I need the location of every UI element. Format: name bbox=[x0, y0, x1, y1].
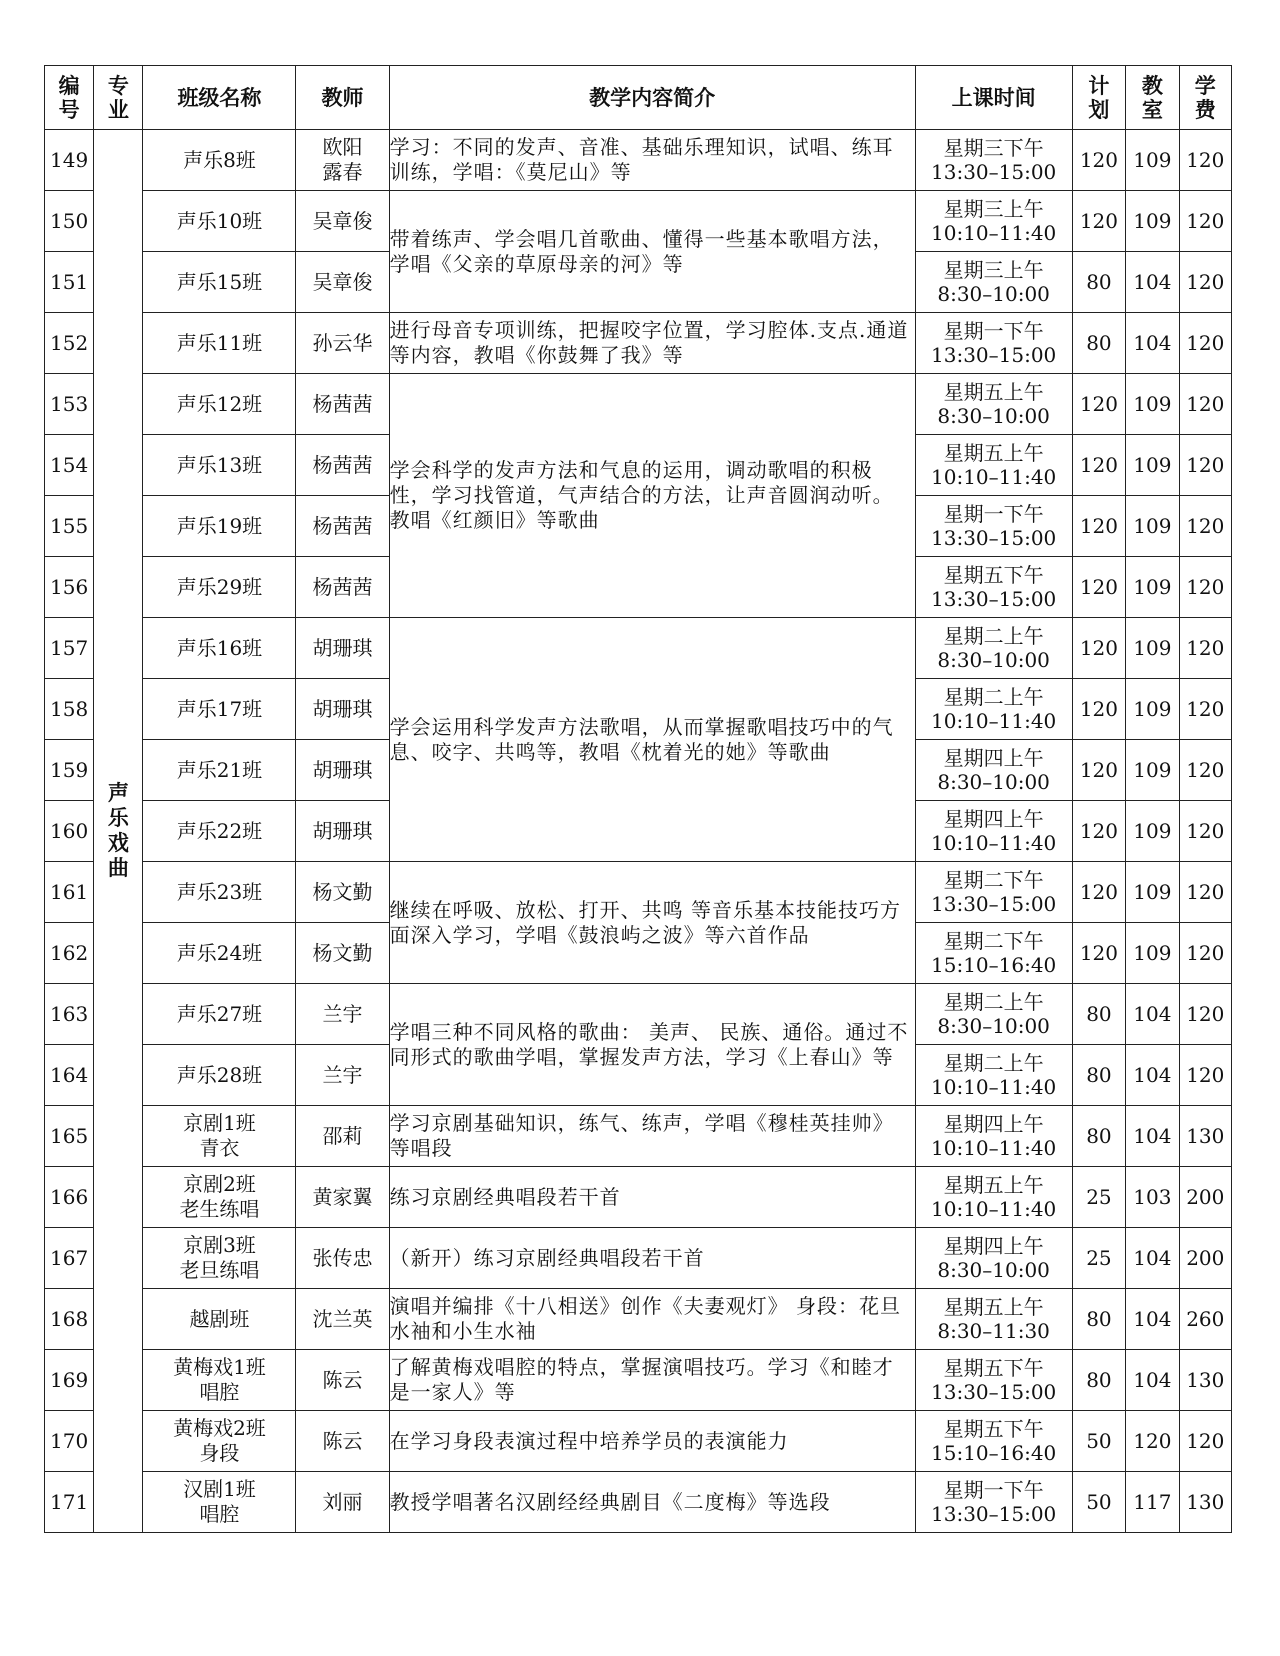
content-description: 教授学唱著名汉剧经经典剧目《二度梅》等选段 bbox=[389, 1472, 915, 1533]
header-row bbox=[45, 66, 1232, 130]
room-number: 104 bbox=[1126, 1228, 1179, 1289]
row-number: 153 bbox=[45, 374, 94, 435]
tuition-fee: 120 bbox=[1179, 130, 1231, 191]
plan-count: 80 bbox=[1072, 1045, 1125, 1106]
row-number: 166 bbox=[45, 1167, 94, 1228]
room-number: 120 bbox=[1126, 1411, 1179, 1472]
class-time: 星期五下午 13:30–15:00 bbox=[915, 1350, 1072, 1411]
row-number: 165 bbox=[45, 1106, 94, 1167]
class-name: 声乐21班 bbox=[143, 740, 296, 801]
room-number: 109 bbox=[1126, 679, 1179, 740]
plan-count: 80 bbox=[1072, 1106, 1125, 1167]
teacher-name: 胡珊琪 bbox=[296, 679, 389, 740]
table-row bbox=[45, 1228, 1232, 1289]
tuition-fee: 120 bbox=[1179, 740, 1231, 801]
class-name: 京剧2班 老生练唱 bbox=[143, 1167, 296, 1228]
plan-count: 80 bbox=[1072, 313, 1125, 374]
class-time: 星期四上午 10:10–11:40 bbox=[915, 801, 1072, 862]
content-description: 继续在呼吸、放松、打开、共鸣 等音乐基本技能技巧方面深入学习，学唱《鼓浪屿之波》等六首作品 bbox=[389, 862, 915, 984]
major-cell bbox=[94, 130, 143, 1533]
teacher-name: 杨文勤 bbox=[296, 862, 389, 923]
tuition-fee: 120 bbox=[1179, 618, 1231, 679]
teacher-name: 胡珊琪 bbox=[296, 801, 389, 862]
plan-count: 50 bbox=[1072, 1411, 1125, 1472]
table-row bbox=[45, 1350, 1232, 1411]
class-name: 声乐23班 bbox=[143, 862, 296, 923]
content-description: 演唱并编排《十八相送》创作《夫妻观灯》 身段：花旦水袖和小生水袖 bbox=[389, 1289, 915, 1350]
room-number: 104 bbox=[1126, 1350, 1179, 1411]
teacher-name: 黄家翼 bbox=[296, 1167, 389, 1228]
tuition-fee: 120 bbox=[1179, 496, 1231, 557]
room-number: 109 bbox=[1126, 557, 1179, 618]
tuition-fee: 120 bbox=[1179, 313, 1231, 374]
teacher-name: 欧阳露春 bbox=[296, 130, 389, 191]
room-number: 109 bbox=[1126, 618, 1179, 679]
class-time: 星期一下午 13:30–15:00 bbox=[915, 1472, 1072, 1533]
class-time: 星期二上午 10:10–11:40 bbox=[915, 1045, 1072, 1106]
row-number: 170 bbox=[45, 1411, 94, 1472]
content-description: 学会运用科学发声方法歌唱，从而掌握歌唱技巧中的气息、咬字、共鸣等，教唱《枕着光的她》等歌曲 bbox=[389, 618, 915, 862]
class-name: 声乐28班 bbox=[143, 1045, 296, 1106]
tuition-fee: 120 bbox=[1179, 191, 1231, 252]
teacher-name: 刘丽 bbox=[296, 1472, 389, 1533]
content-description: 了解黄梅戏唱腔的特点，掌握演唱技巧。学习《和睦才是一家人》等 bbox=[389, 1350, 915, 1411]
room-number: 109 bbox=[1126, 435, 1179, 496]
plan-count: 120 bbox=[1072, 130, 1125, 191]
class-time: 星期五下午 15:10–16:40 bbox=[915, 1411, 1072, 1472]
class-name: 声乐16班 bbox=[143, 618, 296, 679]
teacher-name: 杨茜茜 bbox=[296, 557, 389, 618]
class-name: 声乐13班 bbox=[143, 435, 296, 496]
room-number: 104 bbox=[1126, 984, 1179, 1045]
row-number: 161 bbox=[45, 862, 94, 923]
table-row bbox=[45, 862, 1232, 923]
tuition-fee: 120 bbox=[1179, 1045, 1231, 1106]
teacher-name: 杨茜茜 bbox=[296, 374, 389, 435]
class-name: 声乐8班 bbox=[143, 130, 296, 191]
plan-count: 25 bbox=[1072, 1167, 1125, 1228]
teacher-name: 胡珊琪 bbox=[296, 740, 389, 801]
header-no: 编号 bbox=[45, 66, 94, 130]
class-time: 星期一下午 13:30–15:00 bbox=[915, 313, 1072, 374]
row-number: 149 bbox=[45, 130, 94, 191]
class-time: 星期一下午 13:30–15:00 bbox=[915, 496, 1072, 557]
tuition-fee: 120 bbox=[1179, 801, 1231, 862]
tuition-fee: 130 bbox=[1179, 1106, 1231, 1167]
content-description: （新开）练习京剧经典唱段若干首 bbox=[389, 1228, 915, 1289]
content-description: 学会科学的发声方法和气息的运用，调动歌唱的积极性，学习找管道，气声结合的方法，让声音圆润动听。教唱《红颜旧》等歌曲 bbox=[389, 374, 915, 618]
table-row bbox=[45, 313, 1232, 374]
teacher-name: 沈兰英 bbox=[296, 1289, 389, 1350]
class-time: 星期五下午 13:30–15:00 bbox=[915, 557, 1072, 618]
class-name: 声乐29班 bbox=[143, 557, 296, 618]
table-row bbox=[45, 191, 1232, 252]
room-number: 109 bbox=[1126, 801, 1179, 862]
teacher-name: 张传忠 bbox=[296, 1228, 389, 1289]
class-time: 星期四上午 8:30–10:00 bbox=[915, 740, 1072, 801]
content-description: 练习京剧经典唱段若干首 bbox=[389, 1167, 915, 1228]
teacher-name: 陈云 bbox=[296, 1350, 389, 1411]
teacher-name: 杨茜茜 bbox=[296, 435, 389, 496]
row-number: 160 bbox=[45, 801, 94, 862]
header-fee: 学费 bbox=[1179, 66, 1231, 130]
room-number: 109 bbox=[1126, 740, 1179, 801]
class-name: 黄梅戏1班 唱腔 bbox=[143, 1350, 296, 1411]
plan-count: 80 bbox=[1072, 984, 1125, 1045]
class-name: 声乐10班 bbox=[143, 191, 296, 252]
table-row bbox=[45, 1289, 1232, 1350]
class-time: 星期三下午 13:30–15:00 bbox=[915, 130, 1072, 191]
tuition-fee: 120 bbox=[1179, 1411, 1231, 1472]
class-name: 京剧3班 老旦练唱 bbox=[143, 1228, 296, 1289]
header-teacher: 教师 bbox=[296, 66, 389, 130]
tuition-fee: 120 bbox=[1179, 374, 1231, 435]
tuition-fee: 120 bbox=[1179, 984, 1231, 1045]
row-number: 168 bbox=[45, 1289, 94, 1350]
plan-count: 80 bbox=[1072, 1350, 1125, 1411]
tuition-fee: 120 bbox=[1179, 679, 1231, 740]
content-description: 在学习身段表演过程中培养学员的表演能力 bbox=[389, 1411, 915, 1472]
header-content: 教学内容简介 bbox=[389, 66, 915, 130]
row-number: 159 bbox=[45, 740, 94, 801]
plan-count: 120 bbox=[1072, 862, 1125, 923]
plan-count: 80 bbox=[1072, 1289, 1125, 1350]
table-row bbox=[45, 1106, 1232, 1167]
class-time: 星期五上午 8:30–11:30 bbox=[915, 1289, 1072, 1350]
plan-count: 120 bbox=[1072, 801, 1125, 862]
teacher-name: 兰宇 bbox=[296, 984, 389, 1045]
table-row bbox=[45, 130, 1232, 191]
room-number: 104 bbox=[1126, 1106, 1179, 1167]
table-row bbox=[45, 618, 1232, 679]
plan-count: 120 bbox=[1072, 557, 1125, 618]
content-description: 学习京剧基础知识，练气、练声，学唱《穆桂英挂帅》等唱段 bbox=[389, 1106, 915, 1167]
room-number: 109 bbox=[1126, 923, 1179, 984]
header-class-name: 班级名称 bbox=[143, 66, 296, 130]
plan-count: 120 bbox=[1072, 923, 1125, 984]
major-label: 声乐戏曲 bbox=[107, 781, 129, 880]
class-name: 声乐17班 bbox=[143, 679, 296, 740]
row-number: 150 bbox=[45, 191, 94, 252]
room-number: 109 bbox=[1126, 374, 1179, 435]
plan-count: 120 bbox=[1072, 496, 1125, 557]
class-time: 星期二上午 8:30–10:00 bbox=[915, 618, 1072, 679]
content-description: 带着练声、学会唱几首歌曲、懂得一些基本歌唱方法，学唱《父亲的草原母亲的河》等 bbox=[389, 191, 915, 313]
class-name: 越剧班 bbox=[143, 1289, 296, 1350]
room-number: 103 bbox=[1126, 1167, 1179, 1228]
teacher-name: 胡珊琪 bbox=[296, 618, 389, 679]
header-plan: 计划 bbox=[1072, 66, 1125, 130]
room-number: 104 bbox=[1126, 1289, 1179, 1350]
tuition-fee: 130 bbox=[1179, 1350, 1231, 1411]
row-number: 162 bbox=[45, 923, 94, 984]
tuition-fee: 130 bbox=[1179, 1472, 1231, 1533]
class-time: 星期三上午 10:10–11:40 bbox=[915, 191, 1072, 252]
tuition-fee: 120 bbox=[1179, 252, 1231, 313]
room-number: 104 bbox=[1126, 1045, 1179, 1106]
class-time: 星期四上午 8:30–10:00 bbox=[915, 1228, 1072, 1289]
tuition-fee: 200 bbox=[1179, 1228, 1231, 1289]
class-name: 声乐19班 bbox=[143, 496, 296, 557]
tuition-fee: 200 bbox=[1179, 1167, 1231, 1228]
class-time: 星期四上午 10:10–11:40 bbox=[915, 1106, 1072, 1167]
plan-count: 50 bbox=[1072, 1472, 1125, 1533]
class-name: 声乐11班 bbox=[143, 313, 296, 374]
teacher-name: 杨文勤 bbox=[296, 923, 389, 984]
class-time: 星期五上午 10:10–11:40 bbox=[915, 435, 1072, 496]
room-number: 109 bbox=[1126, 191, 1179, 252]
teacher-name: 杨茜茜 bbox=[296, 496, 389, 557]
header-time: 上课时间 bbox=[915, 66, 1072, 130]
content-description: 学唱三种不同风格的歌曲： 美声、 民族、通俗。通过不同形式的歌曲学唱，掌握发声方法，学习《上春山》等 bbox=[389, 984, 915, 1106]
room-number: 109 bbox=[1126, 130, 1179, 191]
course-schedule-table bbox=[44, 65, 1232, 1533]
room-number: 109 bbox=[1126, 496, 1179, 557]
table-row bbox=[45, 1167, 1232, 1228]
row-number: 151 bbox=[45, 252, 94, 313]
class-time: 星期二上午 10:10–11:40 bbox=[915, 679, 1072, 740]
row-number: 169 bbox=[45, 1350, 94, 1411]
tuition-fee: 120 bbox=[1179, 862, 1231, 923]
table-row bbox=[45, 374, 1232, 435]
class-time: 星期二上午 8:30–10:00 bbox=[915, 984, 1072, 1045]
table-row bbox=[45, 984, 1232, 1045]
class-name: 声乐12班 bbox=[143, 374, 296, 435]
tuition-fee: 260 bbox=[1179, 1289, 1231, 1350]
row-number: 156 bbox=[45, 557, 94, 618]
plan-count: 120 bbox=[1072, 679, 1125, 740]
row-number: 152 bbox=[45, 313, 94, 374]
class-name: 声乐27班 bbox=[143, 984, 296, 1045]
plan-count: 120 bbox=[1072, 191, 1125, 252]
row-number: 167 bbox=[45, 1228, 94, 1289]
row-number: 171 bbox=[45, 1472, 94, 1533]
class-name: 声乐24班 bbox=[143, 923, 296, 984]
table-row bbox=[45, 1411, 1232, 1472]
class-name: 黄梅戏2班 身段 bbox=[143, 1411, 296, 1472]
class-name: 京剧1班 青衣 bbox=[143, 1106, 296, 1167]
teacher-name: 邵莉 bbox=[296, 1106, 389, 1167]
teacher-name: 陈云 bbox=[296, 1411, 389, 1472]
class-time: 星期五上午 8:30–10:00 bbox=[915, 374, 1072, 435]
header-room: 教室 bbox=[1126, 66, 1179, 130]
class-time: 星期五上午 10:10–11:40 bbox=[915, 1167, 1072, 1228]
row-number: 157 bbox=[45, 618, 94, 679]
plan-count: 120 bbox=[1072, 618, 1125, 679]
tuition-fee: 120 bbox=[1179, 435, 1231, 496]
teacher-name: 吴章俊 bbox=[296, 191, 389, 252]
plan-count: 120 bbox=[1072, 435, 1125, 496]
row-number: 163 bbox=[45, 984, 94, 1045]
content-description: 学习：不同的发声、音准、基础乐理知识，试唱、练耳训练，学唱：《莫尼山》等 bbox=[389, 130, 915, 191]
class-time: 星期三上午 8:30–10:00 bbox=[915, 252, 1072, 313]
header-major: 专业 bbox=[94, 66, 143, 130]
class-time: 星期二下午 15:10–16:40 bbox=[915, 923, 1072, 984]
room-number: 117 bbox=[1126, 1472, 1179, 1533]
class-name: 汉剧1班 唱腔 bbox=[143, 1472, 296, 1533]
tuition-fee: 120 bbox=[1179, 557, 1231, 618]
class-name: 声乐22班 bbox=[143, 801, 296, 862]
plan-count: 120 bbox=[1072, 374, 1125, 435]
room-number: 109 bbox=[1126, 862, 1179, 923]
table-body bbox=[45, 130, 1232, 1533]
class-name: 声乐15班 bbox=[143, 252, 296, 313]
row-number: 155 bbox=[45, 496, 94, 557]
plan-count: 120 bbox=[1072, 740, 1125, 801]
tuition-fee: 120 bbox=[1179, 923, 1231, 984]
row-number: 154 bbox=[45, 435, 94, 496]
teacher-name: 兰宇 bbox=[296, 1045, 389, 1106]
table-row bbox=[45, 1472, 1232, 1533]
teacher-name: 吴章俊 bbox=[296, 252, 389, 313]
room-number: 104 bbox=[1126, 252, 1179, 313]
class-time: 星期二下午 13:30–15:00 bbox=[915, 862, 1072, 923]
content-description: 进行母音专项训练，把握咬字位置，学习腔体.支点.通道等内容，教唱《你鼓舞了我》等 bbox=[389, 313, 915, 374]
plan-count: 80 bbox=[1072, 252, 1125, 313]
row-number: 158 bbox=[45, 679, 94, 740]
row-number: 164 bbox=[45, 1045, 94, 1106]
plan-count: 25 bbox=[1072, 1228, 1125, 1289]
room-number: 104 bbox=[1126, 313, 1179, 374]
teacher-name: 孙云华 bbox=[296, 313, 389, 374]
